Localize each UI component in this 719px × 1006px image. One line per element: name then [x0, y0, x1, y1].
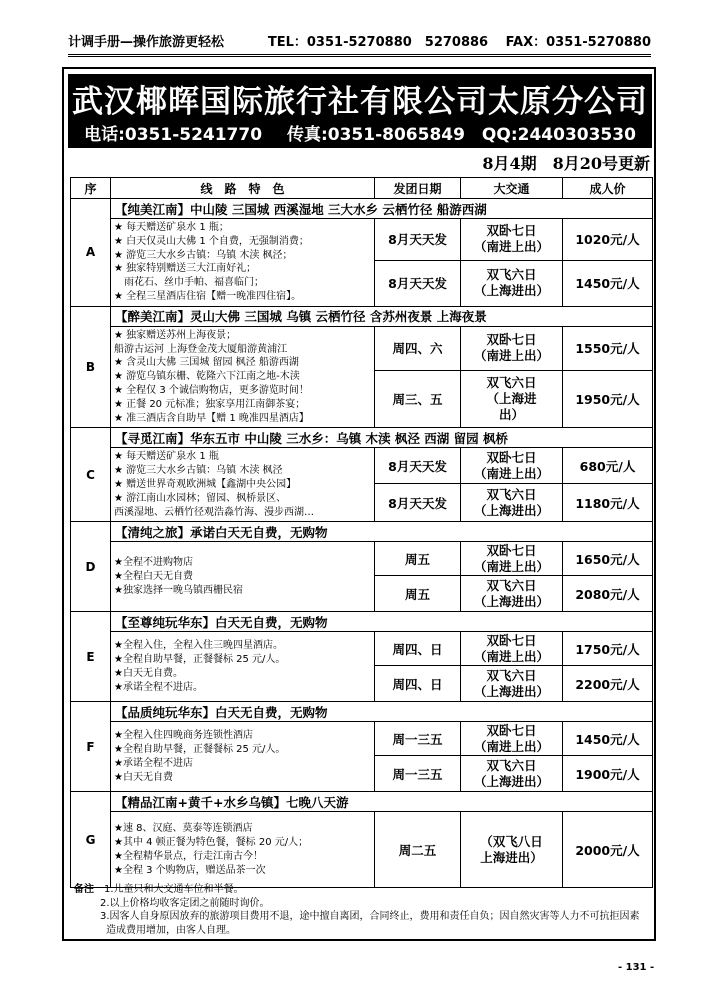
- transport-line: 双飞六日: [486, 757, 537, 773]
- transport-line: 双飞六日: [486, 486, 537, 502]
- notes-label: 备注: [74, 884, 94, 895]
- table-row: [71, 448, 653, 484]
- route-headline: 【至尊纯玩华东】白天无自费，无购物: [111, 612, 653, 632]
- adult-price: 1650元/人: [563, 542, 653, 576]
- adult-price: 1020元/人: [563, 219, 653, 261]
- route-features: [111, 722, 375, 792]
- adult-price: 1950元/人: [563, 370, 653, 428]
- transport-cell: [461, 219, 563, 261]
- departure-date: 周四、六: [375, 326, 461, 370]
- feature-line: ★ 游江南山水园林；留园、枫桥景区、: [114, 492, 287, 504]
- feature-line: ★ 正餐 20 元标准；独家享用江南御茶宴；: [114, 398, 306, 410]
- transport-line: （南进上出）: [473, 465, 549, 481]
- feature-line: ★ 独家特别赠送三大江南好礼；: [114, 263, 257, 275]
- transport-cell: [461, 812, 563, 888]
- transport-line: （南进上出）: [473, 348, 549, 364]
- col-header-transport: 大交通: [461, 178, 563, 199]
- transport-line: （南进上出）: [473, 738, 549, 754]
- feature-line: ★ 游览三大水乡古镇：乌镇 木渎 枫泾: [114, 465, 283, 477]
- route-headline-row: [71, 199, 653, 219]
- adult-price: 2000元/人: [563, 812, 653, 888]
- transport-line: （南进上出）: [473, 239, 549, 255]
- transport-cell: [461, 448, 563, 484]
- route-headline-row: [71, 306, 653, 326]
- feature-line: ★ 游览乌镇东栅、乾隆六下江南之地-木渎: [114, 371, 300, 383]
- departure-date: 周五: [375, 576, 461, 612]
- header-contacts: TEL：0351-5270880 5270886 FAX：0351-5270880: [267, 35, 651, 50]
- transport-line: （上海进出）: [473, 502, 549, 518]
- adult-price: 1450元/人: [563, 722, 653, 756]
- departure-date: 周三、五: [375, 370, 461, 428]
- company-banner: [68, 74, 652, 148]
- adult-price: 1550元/人: [563, 326, 653, 370]
- departure-date: 周一三五: [375, 722, 461, 756]
- table-row: [71, 326, 653, 370]
- feature-line: ★ 赠送世界奇观欧洲城【鑫湖中央公园】: [114, 478, 297, 490]
- transport-cell: [461, 326, 563, 370]
- route-code: B: [71, 306, 111, 428]
- route-code: D: [71, 522, 111, 612]
- feature-line: ★全程自助早餐，正餐餐标 25 元/人。: [114, 744, 286, 756]
- departure-date: 周四、日: [375, 632, 461, 666]
- route-headline-row: [71, 792, 653, 812]
- feature-line: 雨花石、丝巾手帕、福喜临门；: [114, 277, 264, 289]
- transport-line: （上海进出）: [473, 683, 549, 699]
- col-header-features: 线 路 特 色: [111, 178, 375, 199]
- route-headline: 【清纯之旅】承诺白天无自费，无购物: [111, 522, 653, 542]
- feature-line: ★ 全程三星酒店住宿【赠一晚准四住宿】。: [114, 290, 302, 302]
- transport-line: 双飞六日: [486, 667, 537, 683]
- adult-price: 1180元/人: [563, 484, 653, 522]
- feature-line: ★独家选择一晚乌镇西栅民宿: [114, 584, 243, 596]
- feature-line: ★全程不进购物店: [114, 557, 193, 569]
- header-slogan: 计调手册—操作旅游更轻松: [68, 35, 225, 50]
- feature-line: ★ 全程仅 3 个诚信购物店，更多游览时间！: [114, 384, 309, 396]
- feature-line: ★ 独家赠送苏州上海夜景；: [114, 329, 237, 341]
- feature-line: 西溪湿地、云栖竹径观浩淼竹海、漫步西湖…: [114, 506, 314, 518]
- transport-line: （上海进出）: [473, 593, 549, 609]
- route-features: [111, 326, 375, 428]
- departure-date: 周一三五: [375, 756, 461, 792]
- transport-line: 双卧七日: [486, 223, 537, 239]
- transport-cell: [461, 542, 563, 576]
- route-headline-row: [71, 612, 653, 632]
- route-features: [111, 219, 375, 307]
- route-headline: 【品质纯玩华东】白天无自费，无购物: [111, 702, 653, 722]
- adult-price: 1750元/人: [563, 632, 653, 666]
- feature-line: ★ 每天赠送矿泉水 1 瓶: [114, 451, 219, 463]
- route-headline-row: [71, 522, 653, 542]
- note-item: 2.以上价格均收客定团之前随时询价。: [100, 897, 270, 909]
- adult-price: 1450元/人: [563, 260, 653, 306]
- transport-cell: [461, 484, 563, 522]
- feature-line: ★全程入住四晚商务连锁性酒店: [114, 730, 253, 742]
- transport-line: （南进上出）: [473, 648, 549, 664]
- feature-line: ★承诺全程不进店。: [114, 681, 203, 693]
- feature-line: ★全程 3 个购物店，赠送品茶一次: [114, 864, 266, 876]
- feature-line: ★白天无自费。: [114, 667, 183, 679]
- table-row: [71, 722, 653, 756]
- route-headline: 【醉美江南】灵山大佛 三国城 乌镇 云栖竹径 含苏州夜景 上海夜景: [111, 306, 653, 326]
- transport-cell: [461, 756, 563, 792]
- adult-price: 680元/人: [563, 448, 653, 484]
- transport-cell: [461, 722, 563, 756]
- feature-line: ★全程自助早餐，正餐餐标 25 元/人。: [114, 654, 286, 666]
- route-code: E: [71, 612, 111, 702]
- page-number: - 131 -: [618, 962, 655, 973]
- transport-line: 双飞六日: [486, 375, 537, 390]
- table-header-row: [71, 178, 653, 199]
- feature-line: ★全程精华景点，行走江南古今！: [114, 850, 263, 862]
- route-headline-row: [71, 702, 653, 722]
- feature-line: ★ 每天赠送矿泉水 1 瓶；: [114, 222, 229, 233]
- departure-date: 周二五: [375, 812, 461, 888]
- departure-date: 周四、日: [375, 666, 461, 702]
- transport-cell: [461, 632, 563, 666]
- transport-line: （双飞八日: [480, 833, 543, 849]
- transport-cell: [461, 260, 563, 306]
- issue-update: 8月4期 8月20号更新: [482, 154, 650, 173]
- adult-price: 2200元/人: [563, 666, 653, 702]
- company-name: 武汉椰晖国际旅行社有限公司太原分公司: [72, 84, 648, 120]
- route-code: C: [71, 428, 111, 522]
- transport-cell: [461, 576, 563, 612]
- feature-line: ★ 白天仅灵山大佛 1 个自费，无强制消费；: [114, 235, 309, 247]
- transport-line: 双飞六日: [486, 267, 537, 283]
- transport-line: （上海进出）: [473, 773, 549, 789]
- feature-line: ★速 8、汉庭、莫泰等连锁酒店: [114, 823, 253, 835]
- transport-line: （南进上出）: [473, 558, 549, 574]
- transport-cell: [461, 370, 563, 428]
- feature-line: ★ 游览三大水乡古镇：乌镇 木渎 枫泾；: [114, 249, 293, 261]
- feature-line: ★ 含灵山大佛 三国城 留园 枫泾 船游西湖: [114, 357, 299, 369]
- feature-line: ★其中 4 顿正餐为特色餐，餐标 20 元/人；: [114, 837, 309, 849]
- feature-line: ★全程白天无自费: [114, 570, 193, 582]
- route-features: [111, 448, 375, 522]
- adult-price: 1900元/人: [563, 756, 653, 792]
- departure-date: 8月天天发: [375, 219, 461, 261]
- departure-date: 8月天天发: [375, 260, 461, 306]
- transport-line: （上海进: [486, 391, 537, 406]
- route-headline: 【纯美江南】中山陵 三国城 西溪湿地 三大水乡 云栖竹径 船游西湖: [111, 199, 653, 219]
- route-price-table: [70, 177, 653, 888]
- transport-cell: [461, 666, 563, 702]
- route-features: [111, 542, 375, 612]
- table-row: [71, 812, 653, 888]
- feature-line: ★白天无自费: [114, 771, 173, 783]
- transport-line: 双飞六日: [486, 577, 537, 593]
- route-headline-row: [71, 428, 653, 448]
- table-row: [71, 632, 653, 666]
- transport-line: 双卧七日: [486, 542, 537, 558]
- company-contacts: 电话:0351-5241770 传真:0351-8065849 QQ:2440303530: [84, 125, 636, 145]
- feature-line: 船游古运河 上海登金茂大厦船游黄浦江: [114, 343, 288, 355]
- departure-date: 8月天天发: [375, 484, 461, 522]
- route-code: A: [71, 199, 111, 307]
- adult-price: 2080元/人: [563, 576, 653, 612]
- transport-line: （上海进出）: [473, 283, 549, 299]
- departure-date: 8月天天发: [375, 448, 461, 484]
- feature-line: ★全程入住，全程入住三晚四星酒店。: [114, 640, 283, 652]
- notes-section: [70, 880, 652, 937]
- col-header-code: 序: [71, 178, 111, 199]
- note-item: 3.因客人自身原因放弃的旅游项目费用不退，途中擅自离团，合同终止，费用和责任自负；因自然灾害等人力不可抗拒因素造成费用增加，由客人自理。: [100, 911, 640, 936]
- route-code: G: [71, 792, 111, 888]
- col-header-date: 发团日期: [375, 178, 461, 199]
- departure-date: 周五: [375, 542, 461, 576]
- route-headline: 【精品江南+黄千+水乡乌镇】七晚八天游: [111, 792, 653, 812]
- route-headline: 【寻觅江南】华东五市 中山陵 三水乡：乌镇 木渎 枫泾 西湖 留园 枫桥: [111, 428, 653, 448]
- feature-line: ★承诺全程不进店: [114, 757, 193, 769]
- transport-line: 双卧七日: [486, 449, 537, 465]
- transport-line: 出）: [498, 407, 524, 422]
- note-item: 1.儿童只和大交通车位和半餐。: [104, 884, 244, 895]
- route-features: [111, 632, 375, 702]
- transport-line: 双卧七日: [486, 722, 537, 738]
- transport-line: 上海进出）: [480, 849, 543, 865]
- transport-line: 双卧七日: [486, 332, 537, 348]
- top-header-bar: [68, 32, 651, 57]
- feature-line: ★ 准三酒店含自助早【赠 1 晚准四星酒店】: [114, 412, 309, 424]
- col-header-price: 成人价: [563, 178, 653, 199]
- table-row: [71, 542, 653, 576]
- transport-line: 双卧七日: [486, 632, 537, 648]
- route-code: F: [71, 702, 111, 792]
- route-features: [111, 812, 375, 888]
- table-row: [71, 219, 653, 261]
